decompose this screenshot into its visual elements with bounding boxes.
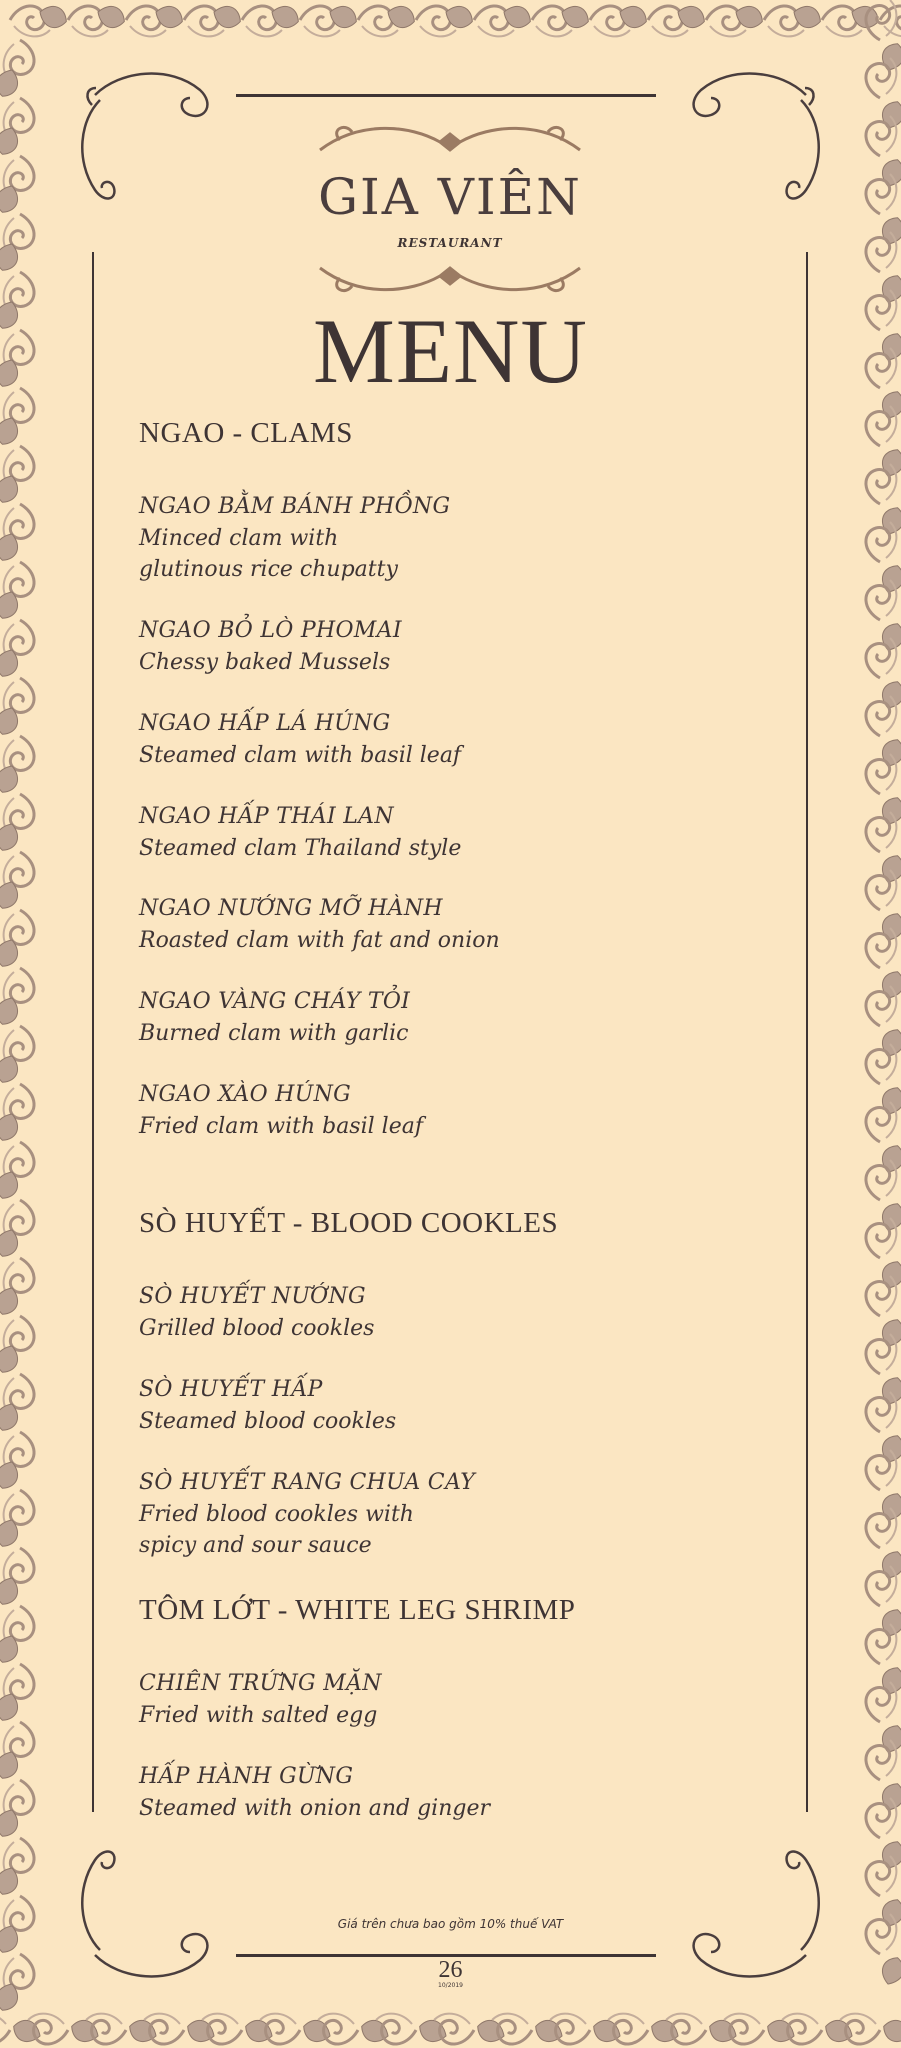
border-ornament	[0, 936, 22, 969]
corner-flourish-top-right	[694, 74, 819, 199]
border-ornament	[0, 182, 22, 215]
item-name-vi: SÒ HUYẾT RANG CHUA CAY	[139, 1470, 476, 1495]
item-name-en: Fried clam with basil leaf	[139, 1114, 423, 1139]
item-name-en: Roasted clam with fat and onion	[139, 928, 500, 953]
frame-top-line	[236, 94, 656, 97]
frame-right-line	[806, 252, 808, 1812]
restaurant-name: GIA VIÊN	[318, 168, 582, 226]
border-ornament	[0, 704, 22, 737]
border-ornament	[0, 1690, 22, 1723]
item-name-vi: NGAO VÀNG CHÁY TỎI	[139, 989, 411, 1014]
item-name-vi: SÒ HUYẾT HẤP	[139, 1377, 323, 1402]
border-ornament	[0, 1748, 22, 1781]
border-ornament	[0, 414, 22, 447]
border-ornament	[0, 588, 22, 621]
menu-item	[139, 1374, 396, 1437]
restaurant-logo	[315, 120, 585, 295]
border-ornament	[0, 1342, 22, 1375]
menu-item	[139, 1761, 490, 1824]
item-name-en: Fried blood cookles with	[139, 1502, 414, 1527]
item-name-en: Fried with salted egg	[139, 1703, 378, 1728]
menu-item	[139, 1467, 475, 1561]
page-code: 10/2019	[438, 1982, 463, 1989]
border-ornament	[0, 1574, 22, 1607]
menu-item	[139, 708, 461, 771]
border-ornament	[0, 2014, 10, 2044]
border-ornament	[0, 1400, 22, 1433]
border-ornament	[0, 240, 22, 273]
item-name-en: Steamed blood cookles	[139, 1409, 397, 1434]
border-ornament	[0, 1226, 22, 1259]
item-name-en: Steamed with onion and ginger	[139, 1796, 491, 1821]
menu-item	[139, 491, 450, 585]
menu-item	[139, 1668, 382, 1731]
item-name-vi: CHIÊN TRỨNG MẶN	[139, 1671, 382, 1696]
page-number: 26	[438, 1957, 463, 1983]
border-ornament	[0, 1516, 22, 1549]
menu-item	[139, 1281, 374, 1344]
border-ornament	[0, 878, 22, 911]
item-name-vi: SÒ HUYẾT NƯỚNG	[139, 1284, 366, 1309]
item-name-en: Steamed clam Thailand style	[139, 836, 462, 861]
restaurant-subtitle: RESTAURANT	[397, 236, 503, 250]
menu-title: MENU	[313, 300, 588, 402]
item-name-en: spicy and sour sauce	[139, 1533, 372, 1558]
border-ornament	[0, 1458, 22, 1491]
border-ornament	[880, 2017, 901, 2046]
section-title-blood-cockles: SÒ HUYẾT - BLOOD COOKLES	[139, 1207, 559, 1239]
item-name-en: Chessy baked Mussels	[139, 650, 391, 675]
item-name-vi: NGAO BẰM BÁNH PHỒNG	[139, 494, 451, 519]
section-title-clams: NGAO - CLAMS	[139, 417, 353, 449]
border-ornament	[0, 1864, 22, 1897]
vat-footnote: Giá trên chưa bao gồm 10% thuế VAT	[337, 1917, 564, 1931]
item-name-vi: NGAO HẤP THÁI LAN	[139, 804, 394, 829]
section-title-shrimp: TÔM LỚT - WHITE LEG SHRIMP	[139, 1594, 576, 1626]
frame-left-line	[92, 252, 94, 1812]
menu-item	[139, 1079, 423, 1142]
item-name-vi: NGAO NƯỚNG MỠ HÀNH	[139, 896, 443, 921]
border-ornament	[0, 820, 22, 853]
border-ornament	[0, 1806, 22, 1839]
menu-item	[139, 986, 410, 1049]
border-ornament	[0, 472, 22, 505]
item-name-en: Steamed clam with basil leaf	[139, 743, 462, 768]
border-ornament	[0, 66, 22, 99]
border-ornament	[0, 994, 22, 1027]
border-ornament	[0, 1284, 22, 1317]
item-name-vi: NGAO HẤP LÁ HÚNG	[139, 711, 391, 736]
menu-item	[139, 801, 461, 864]
border-ornament	[0, 1632, 22, 1665]
border-ornament	[0, 1110, 22, 1143]
border-ornament	[0, 1168, 22, 1201]
item-name-en: glutinous rice chupatty	[139, 557, 398, 582]
border-ornament	[0, 1052, 22, 1085]
item-name-en: Burned clam with garlic	[139, 1021, 409, 1046]
item-name-en: Grilled blood cookles	[139, 1316, 375, 1341]
item-name-vi: NGAO XÀO HÚNG	[139, 1082, 351, 1107]
item-name-en: Minced clam with	[139, 526, 339, 551]
border-ornament	[0, 124, 22, 157]
border-ornament	[0, 530, 22, 563]
item-name-vi: HẤP HÀNH GỪNG	[139, 1764, 354, 1789]
corner-flourish-top-left	[82, 74, 207, 199]
border-ornament	[0, 762, 22, 795]
menu-item	[139, 893, 500, 956]
item-name-vi: NGAO BỎ LÒ PHOMAI	[139, 618, 402, 643]
menu-item	[139, 615, 402, 678]
border-ornament	[0, 646, 22, 679]
